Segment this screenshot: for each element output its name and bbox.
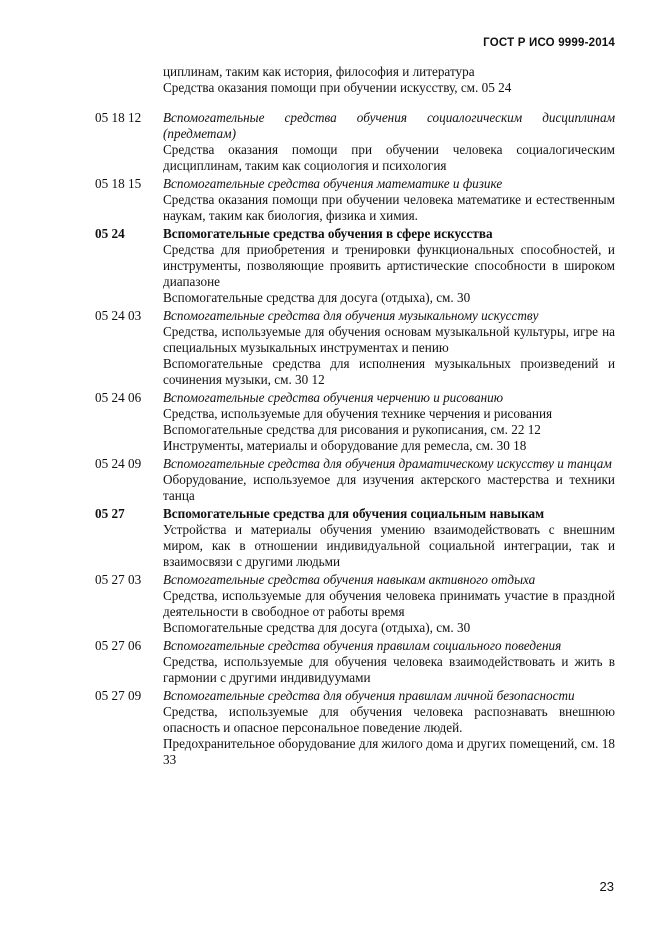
page-header: ГОСТ Р ИСО 9999-2014 (483, 37, 615, 49)
entry-description: Средства, используемые для обучения человека принимать участие в праздной деятельности в свободное от работы время (163, 588, 615, 619)
entry-description: Устройства и материалы обучения умению взаимодействовать с внешним миром, как в отношении индивидуальной социальной интеграции, так и взаимосвязи с другими людьми (163, 522, 615, 569)
entry-title: Вспомогательные средства обучения правилам социального поведения (163, 638, 562, 653)
entry-05-27-03 (95, 572, 615, 636)
entry-description: Средства, используемые для обучения человека взаимодействовать и жить в гармонии с другими индивидуумами (163, 654, 615, 685)
entry-05-24-09 (95, 456, 615, 504)
entry-title: Вспомогательные средства для обучения социальным навыкам (163, 506, 545, 521)
entry-title: Вспомогательные средства обучения социалогическим дисциплинам (предметам) (163, 110, 615, 141)
entry-code: 05 24 (95, 226, 125, 241)
entry-05-18-12 (95, 110, 615, 174)
entry-title: Вспомогательные средства обучения навыкам активного отдыха (163, 572, 536, 587)
entry-05-24 (95, 226, 615, 306)
entry-05-24-06 (95, 390, 615, 454)
entry-cross-reference: Вспомогательные средства для досуга (отдыха), см. 30 (163, 620, 471, 635)
entry-title: Вспомогательные средства обучения черчению и рисованию (163, 390, 504, 405)
entry-title: Вспомогательные средства обучения математике и физике (163, 176, 503, 191)
entry-cross-reference: Вспомогательные средства для исполнения музыкальных произведений и сочинения музыки, см. 30 12 (163, 356, 615, 387)
entry-code: 05 27 06 (95, 638, 142, 653)
entry-code: 05 24 06 (95, 390, 142, 405)
entry-cross-reference: Инструменты, материалы и оборудование для ремесла, см. 30 18 (163, 438, 527, 453)
entry-description: Средства, используемые для обучения человека распознавать внешнюю опасность и опасное персональное поведение людей. (163, 704, 615, 735)
entry-code: 05 18 15 (95, 176, 142, 191)
entry-05-27 (95, 506, 615, 570)
entry-05-18-15 (95, 176, 615, 224)
entry-title: Вспомогательные средства для обучения музыкальному искусству (163, 308, 539, 323)
page-number: 23 (599, 879, 614, 894)
entry-code: 05 27 03 (95, 572, 142, 587)
entry-code: 05 27 09 (95, 688, 142, 703)
entry-title: Вспомогательные средства для обучения правилам личной безопасности (163, 688, 575, 703)
entry-05-27-06 (95, 638, 615, 686)
entry-description: Оборудование, используемое для изучения актерского мастерства и техники танца (163, 472, 615, 503)
entry-description: Средства, используемые для обучения основам музыкальной культуры, игре на специальных музыкальных инструментах и пению (163, 324, 615, 355)
intro-line: Средства оказания помощи при обучении искусству, см. 05 24 (163, 80, 512, 95)
intro-line: циплинам, таким как история, философия и литература (163, 64, 475, 79)
entry-description: Средства для приобретения и тренировки функциональных способностей, и инструменты, позволяющие проявить артистические способности в широком диапазоне (163, 242, 615, 289)
entry-cross-reference: Вспомогательные средства для рисования и рукописания, см. 22 12 (163, 422, 541, 437)
entry-code: 05 18 12 (95, 110, 142, 125)
entry-05-24-03 (95, 308, 615, 388)
entry-05-27-09 (95, 688, 615, 768)
document-body (95, 64, 615, 768)
entry-code: 05 24 03 (95, 308, 142, 323)
entry-title: Вспомогательные средства обучения в сфере искусства (163, 226, 493, 241)
intro-continuation (95, 64, 615, 96)
entry-description: Средства оказания помощи при обучении человека математике и естественным наукам, таким как биология, физика и химия. (163, 192, 615, 223)
entry-title: Вспомогательные средства для обучения драматическому искусству и танцам (163, 456, 612, 471)
entry-description: Средства оказания помощи при обучении человека социалогическим дисциплинам, таким как социология и психология (163, 142, 615, 173)
entry-description: Средства, используемые для обучения технике черчения и рисования (163, 406, 553, 421)
entry-code: 05 24 09 (95, 456, 142, 471)
entry-cross-reference: Предохранительное оборудование для жилого дома и других помещений, см. 18 33 (163, 736, 615, 767)
entry-cross-reference: Вспомогательные средства для досуга (отдыха), см. 30 (163, 290, 471, 305)
entry-code: 05 27 (95, 506, 125, 521)
